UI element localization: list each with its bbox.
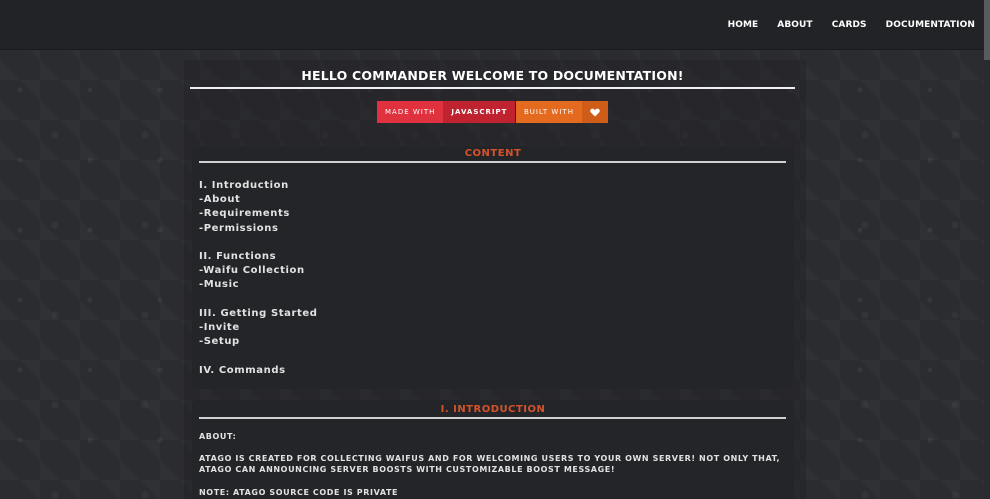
- toc-item[interactable]: -Invite: [199, 322, 240, 334]
- toc-item[interactable]: -About: [199, 194, 241, 206]
- toc-item[interactable]: -Music: [199, 279, 240, 291]
- toc-item[interactable]: -Waifu Collection: [199, 265, 305, 277]
- introduction-section: [192, 400, 794, 499]
- badge-made-with-label: MADE WITH: [377, 101, 443, 123]
- title-divider: [190, 87, 795, 89]
- toc-item[interactable]: -Requirements: [199, 208, 290, 220]
- toc-item[interactable]: III. Getting Started: [199, 307, 318, 319]
- source-note: NOTE: ATAGO SOURCE CODE IS PRIVATE: [199, 488, 399, 497]
- built-with-love-badge[interactable]: [516, 101, 608, 123]
- made-with-javascript-badge[interactable]: [377, 101, 515, 123]
- badge-built-with-label: BUILT WITH: [516, 101, 582, 123]
- top-navbar: [0, 0, 990, 50]
- page-title: HELLO COMMANDER WELCOME TO DOCUMENTATION!: [301, 68, 684, 83]
- nav-menu: [728, 0, 975, 49]
- introduction-divider: [199, 417, 786, 419]
- toc-item[interactable]: II. Functions: [199, 251, 277, 263]
- toc-item[interactable]: -Permissions: [199, 222, 279, 234]
- about-label: ABOUT:: [199, 432, 237, 441]
- heart-icon: [582, 101, 608, 123]
- toc-item[interactable]: I. Introduction: [199, 180, 289, 191]
- toc-spacer: [199, 236, 318, 250]
- toc-spacer: [199, 349, 318, 363]
- nav-home-link[interactable]: HOME: [727, 19, 759, 30]
- nav-about-link[interactable]: ABOUT: [777, 19, 813, 30]
- toc-spacer: [199, 293, 318, 307]
- table-of-contents: [199, 179, 318, 378]
- content-divider: [199, 161, 786, 163]
- badge-javascript-label: JAVASCRIPT: [443, 101, 515, 123]
- about-text: ATAGO IS CREATED FOR COLLECTING WAIFUS AND FOR WELCOMING USERS TO YOUR OWN SERVER! NOT ONLY THAT, ATAGO CAN ANNOUNCING SERVER BOOSTS WITH CUSTOMIZABLE BOOST MESSAGE!: [199, 454, 781, 474]
- toc-item[interactable]: -Setup: [199, 336, 240, 348]
- page-scrollbar[interactable]: [984, 0, 990, 499]
- nav-cards-link[interactable]: CARDS: [831, 19, 867, 30]
- nav-documentation-link[interactable]: DOCUMENTATION: [885, 19, 975, 30]
- content-section: [192, 146, 794, 389]
- toc-item[interactable]: IV. Commands: [199, 364, 286, 376]
- content-heading: CONTENT: [464, 148, 522, 159]
- introduction-heading: I. INTRODUCTION: [440, 404, 546, 415]
- scrollbar-thumb[interactable]: [984, 0, 990, 60]
